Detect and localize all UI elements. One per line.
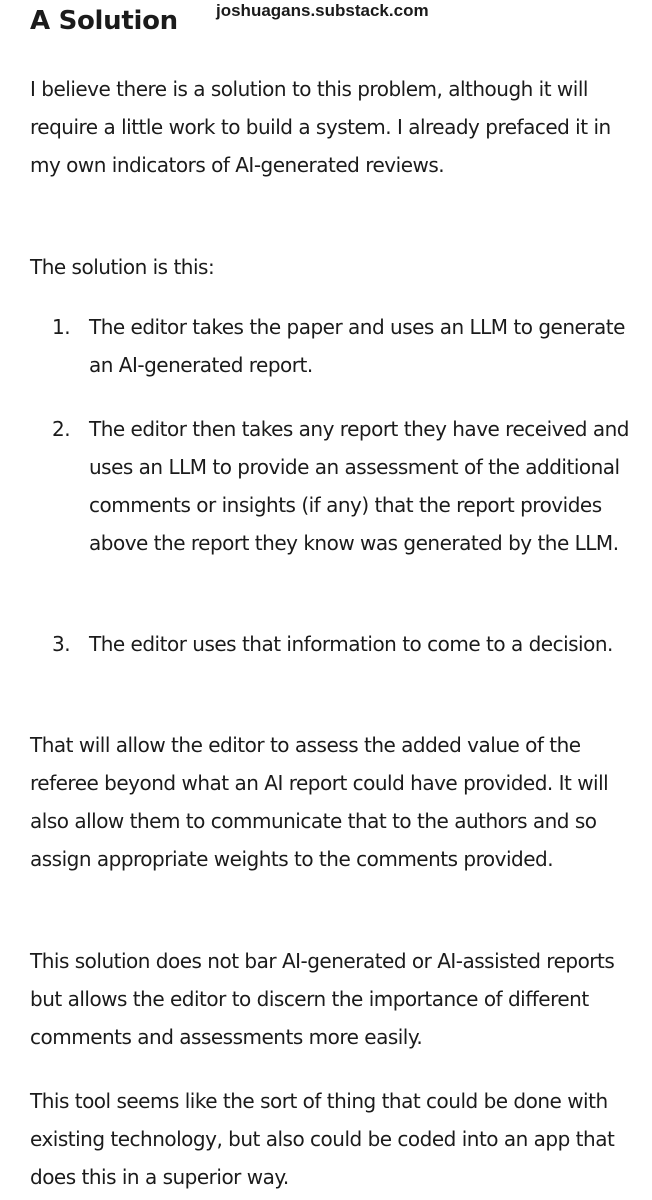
section-heading: A Solution bbox=[30, 6, 178, 36]
tool-paragraph: This tool seems like the sort of thing that could be done with existing technology, but also could be coded into an app that does this in a superior way. bbox=[30, 1089, 615, 1189]
list-item bbox=[52, 625, 630, 663]
list-item bbox=[52, 410, 630, 562]
list-item-number: 2. bbox=[52, 417, 71, 441]
source-watermark: joshuagans.substack.com bbox=[216, 1, 429, 20]
list-item-number: 1. bbox=[52, 315, 71, 339]
list-item-text: The editor takes the paper and uses an LLM to generate an AI-generated report. bbox=[89, 315, 625, 377]
list-item-text: The editor then takes any report they have received and uses an LLM to provide an assessment of the additional comments or insights (if any) that the report provides above the report they know was generated by the LLM. bbox=[89, 417, 629, 555]
list-item-text: The editor uses that information to come to a decision. bbox=[89, 632, 613, 656]
list-item-number: 3. bbox=[52, 632, 71, 656]
lead-paragraph: The solution is this: bbox=[30, 255, 215, 279]
value-paragraph: That will allow the editor to assess the added value of the referee beyond what an AI report could have provided. It will also allow them to communicate that to the authors and so assign appropriate weights to the comments provided. bbox=[30, 733, 609, 871]
bar-paragraph: This solution does not bar AI-generated or AI-assisted reports but allows the editor to discern the importance of different comments and assessments more easily. bbox=[30, 949, 615, 1049]
list-item bbox=[52, 308, 630, 384]
intro-paragraph: I believe there is a solution to this problem, although it will require a little work to build a system. I already prefaced it in my own indicators of AI-generated reviews. bbox=[30, 77, 611, 177]
